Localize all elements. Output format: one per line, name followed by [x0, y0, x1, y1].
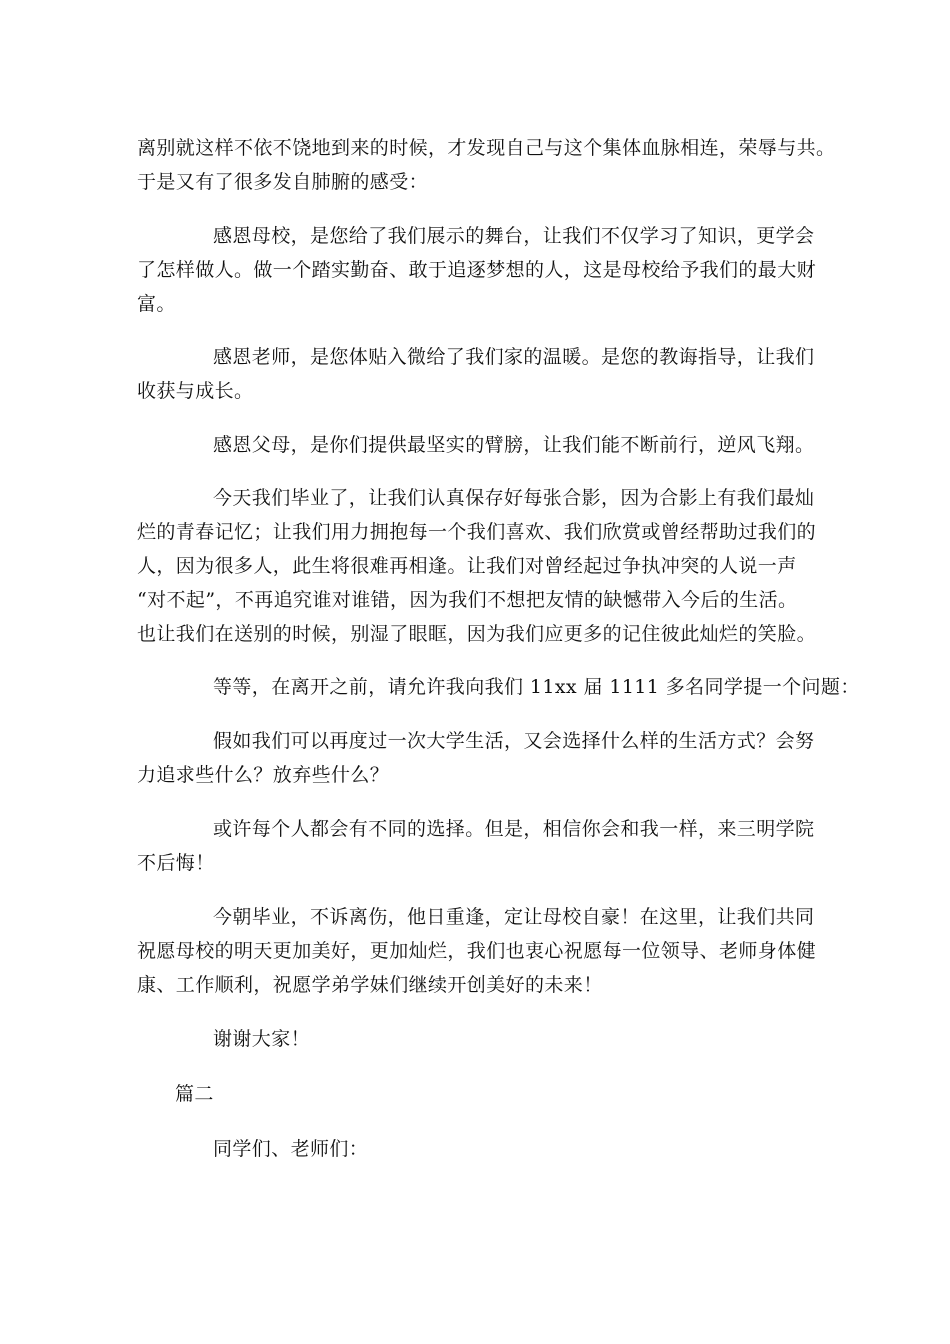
paragraph-11-line-1: 同学们、老师们：: [213, 1138, 369, 1160]
paragraph-7-line-2: 力追求些什么？放弃些什么？: [137, 764, 390, 786]
paragraph-4-line-1: 感恩父母，是你们提供最坚实的臂膀，让我们能不断前行，逆风飞翔。: [213, 434, 815, 456]
paragraph-2-line-1: 感恩母校，是您给了我们展示的舞台，让我们不仅学习了知识，更学会: [213, 225, 815, 247]
paragraph-5-line-3: 人，因为很多人，此生将很难再相逢。让我们对曾经起过争执冲突的人说一声: [137, 555, 797, 577]
paragraph-5-line-1: 今天我们毕业了，让我们认真保存好每张合影，因为合影上有我们最灿: [213, 487, 815, 509]
paragraph-9-line-3: 康、工作顺利，祝愿学弟学妹们继续开创美好的未来！: [137, 974, 603, 996]
paragraph-1-line-1: 离别就这样不依不饶地到来的时候，才发现自己与这个集体血脉相连，荣辱与共。: [137, 137, 836, 159]
paragraph-3-line-1: 感恩老师，是您体贴入微给了我们家的温暖。是您的教诲指导，让我们: [213, 346, 815, 368]
paragraph-10-line-1: 谢谢大家！: [213, 1028, 311, 1050]
paragraph-5-line-5: 也让我们在送别的时候，别湿了眼眶，因为我们应更多的记住彼此灿烂的笑脸。: [137, 623, 817, 645]
paragraph-3-line-2: 收获与成长。: [137, 380, 254, 402]
paragraph-5-line-2: 烂的青春记忆；让我们用力拥抱每一个我们喜欢、我们欣赏或曾经帮助过我们的: [137, 521, 817, 543]
paragraph-7-line-1: 假如我们可以再度过一次大学生活，又会选择什么样的生活方式？会努: [213, 730, 815, 752]
paragraph-1-line-2: 于是又有了很多发自肺腑的感受：: [137, 171, 429, 193]
paragraph-9-line-1: 今朝毕业，不诉离伤，他日重逢，定让母校自豪！在这里，让我们共同: [213, 906, 815, 928]
paragraph-5-line-4: “对不起”，不再追究谁对谁错，因为我们不想把友情的缺憾带入今后的生活。: [137, 589, 798, 611]
paragraph-8-line-1: 或许每个人都会有不同的选择。但是，相信你会和我一样，来三明学院: [213, 818, 815, 840]
paragraph-8-line-2: 不后悔！: [137, 852, 215, 874]
section-heading: 篇二: [175, 1083, 214, 1105]
paragraph-9-line-2: 祝愿母校的明天更加美好，更加灿烂，我们也衷心祝愿每一位领导、老师身体健: [137, 940, 817, 962]
paragraph-6-line-1: 等等，在离开之前，请允许我向我们 11xx 届 1111 多名同学提一个问题：: [213, 676, 860, 698]
paragraph-2-line-3: 富。: [137, 293, 176, 315]
paragraph-2-line-2: 了怎样做人。做一个踏实勤奋、敢于追逐梦想的人，这是母校给予我们的最大财: [137, 259, 817, 281]
